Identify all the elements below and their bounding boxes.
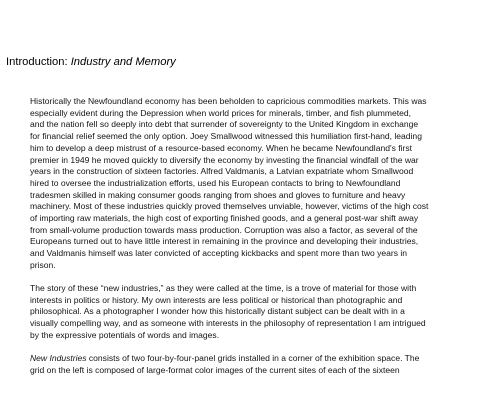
- text-line: by the expressive potentials of words and images.: [30, 329, 220, 340]
- text-line: years in the construction of sixteen factories. Alfred Valdmanis, a Latvian expatriate whom Smallwood: [30, 166, 414, 177]
- text-line: and the nation fell so deeply into debt that surrender of sovereignty to the United Kingdom in exchange: [30, 119, 419, 130]
- text-line: of importing raw materials, the high cost of exporting finished goods, and a general post-war shift away: [30, 213, 419, 224]
- text-line: The story of these “new industries,” as they were called at the time, is a trove of material for those with: [30, 283, 417, 294]
- body-text: [30, 96, 488, 388]
- text-line: from small-volume production towards mass production. Corruption was also a factor, as several of the: [30, 224, 418, 235]
- text-line: [30, 353, 488, 365]
- heading-prefix: Introduction:: [6, 56, 71, 68]
- text-line: him to develop a deep mistrust of a resource-based economy. When he became Newfoundland's first: [30, 142, 413, 153]
- text-line: tradesmen skilled in making consumer goods ranging from shoes and gloves to furniture and heavy: [30, 189, 406, 200]
- paragraph-exhibition-description: [30, 353, 488, 376]
- text-line: prison.: [30, 259, 56, 270]
- text-line: Europeans turned out to have little interest in remaining in the province and developing their industries,: [30, 236, 419, 247]
- paragraph-economy-history: [30, 96, 488, 272]
- heading-title: Industry and Memory: [70, 56, 176, 68]
- text-line: machinery. Most of these industries quickly proved themselves unviable, however, victims of the high cost: [30, 201, 429, 212]
- text-line: and Valdmanis himself was later convicted of accepting kickbacks and spent more than two years in: [30, 248, 408, 259]
- paragraph-new-industries-story: [30, 283, 488, 342]
- text-line: grid on the left is composed of large-format color images of the current sites of each of the sixteen: [30, 364, 400, 375]
- text-line: Historically the Newfoundland economy has been beholden to capricious commodities markets. This was: [30, 96, 427, 106]
- first-line-rest: consists of two four-by-four-panel grids installed in a corner of the exhibition space. The: [86, 353, 420, 364]
- text-line: premier in 1949 he moved quickly to diversify the economy by investing the financial windfall of the war: [30, 154, 419, 165]
- text-line: hired to oversee the industrialization efforts, used his European contacts to bring to Newfoundland: [30, 177, 401, 188]
- work-title-italic: New Industries: [30, 353, 87, 364]
- text-line: visually compelling way, and as someone with interests in the philosophy of representation I am intrigued: [30, 318, 426, 329]
- section-heading: [6, 55, 176, 69]
- text-line: for financial relief seemed the only option. Joey Smallwood witnessed this humiliation first-hand, leading: [30, 131, 422, 142]
- text-line: especially evident during the Depression when world prices for minerals, timber, and fish plummeted,: [30, 107, 411, 118]
- text-line: philosophical. As a photographer I wonder how this historically distant subject can be dealt with in a: [30, 306, 405, 317]
- text-line: interests in politics or history. My own interests are less political or historical than photographic and: [30, 294, 403, 305]
